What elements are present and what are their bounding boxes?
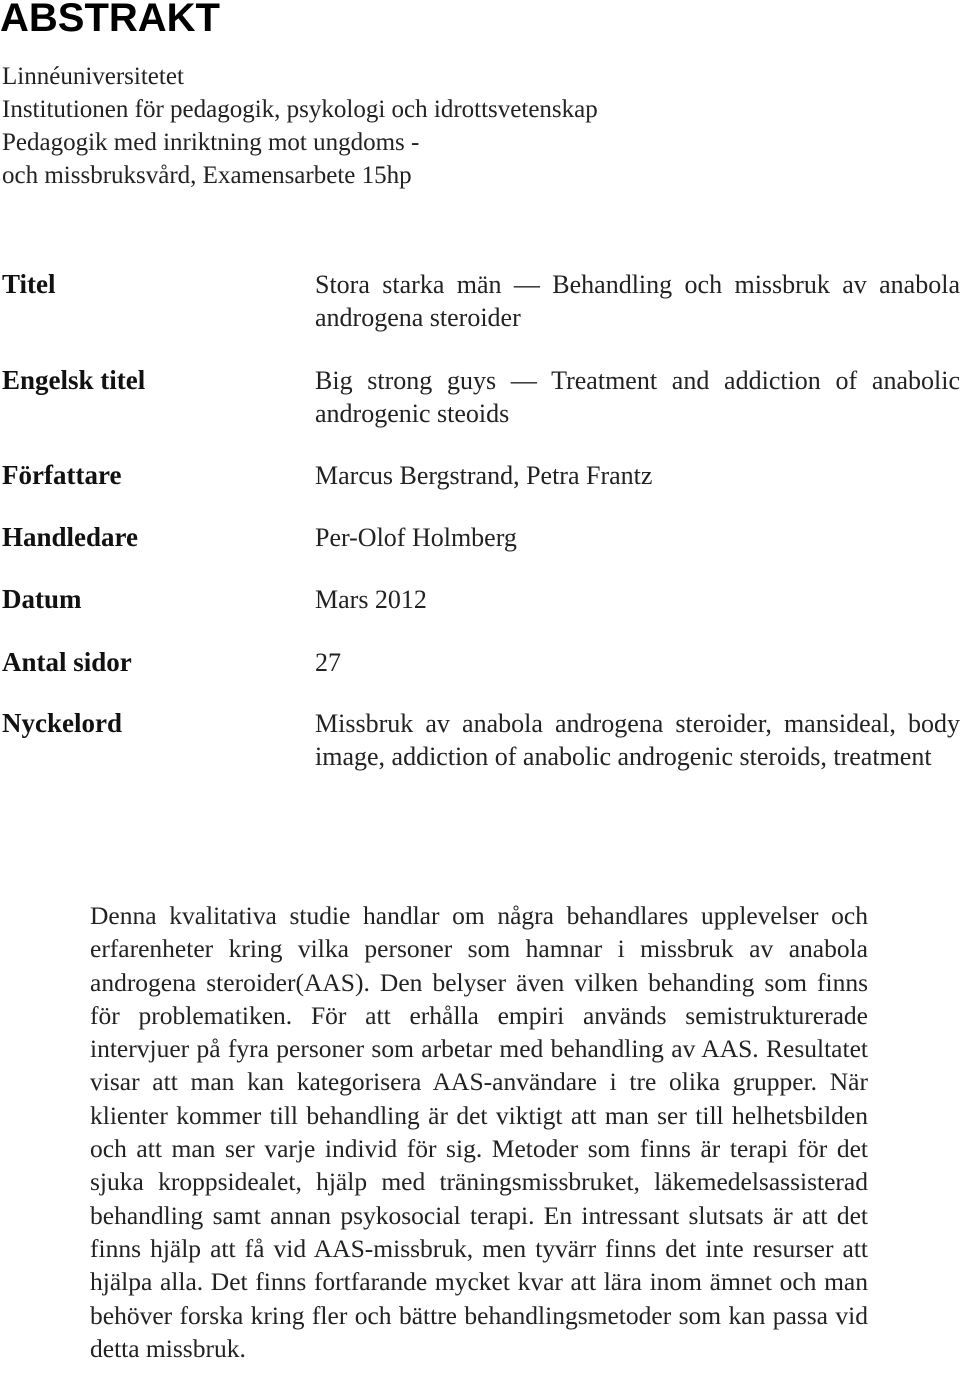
pages-value: 27 <box>315 648 341 677</box>
program-line-1: Pedagogik med inriktning mot ungdoms - <box>2 129 420 156</box>
institution-block <box>2 60 598 192</box>
title-value: Stora starka män — Behandling och missbruk av anabola androgena steroider <box>315 270 960 332</box>
date-value: Mars 2012 <box>315 585 427 614</box>
authors-label: Författare <box>2 460 122 490</box>
title-label: Titel <box>2 269 56 299</box>
program-line-2: och missbruksvård, Examensarbete 15hp <box>2 162 412 189</box>
date-label: Datum <box>2 584 82 614</box>
department-name: Institutionen för pedagogik, psykologi och idrottsvetenskap <box>2 96 598 123</box>
english-title-value: Big strong guys — Treatment and addiction of anabolic androgenic steoids <box>315 366 960 428</box>
authors-value: Marcus Bergstrand, Petra Frantz <box>315 461 653 490</box>
supervisor-value: Per-Olof Holmberg <box>315 523 517 552</box>
keywords-value: Missbruk av anabola androgena steroider, mansideal, body image, addiction of anabolic androgenic steroids, treatment <box>315 709 960 771</box>
abstract-text: Denna kvalitativa studie handlar om några behandlares upplevelser och erfarenheter kring vilka personer som hamnar i missbruk av anabola androgena steroider(AAS). Den belyser även vilken behanding som finns för problematiken. För att erhålla empiri används semistrukturerade intervjuer på fyra personer som arbetar med behandling av AAS. Resultatet visar att man kan kategorisera AAS-användare i tre olika grupper. När klienter kommer till behandling är det viktigt att man ser till helhetsbilden och att man ser varje individ för sig. Metoder som finns är terapi för det sjuka kroppsidealet, hjälp med träningsmissbruket, läkemedelsassisterad behandling samt annan psykosocial terapi. En intressant slutsats är att det finns hjälp att få vid AAS-missbruk, men tyvärr finns det inte resurser att hjälpa alla. Det finns fortfarande mycket kvar att lära inom ämnet och man behöver forska kring fler och bättre behandlingsmetoder som kan passa vid detta missbruk. <box>90 901 868 1363</box>
supervisor-label: Handledare <box>2 522 139 552</box>
university-name: Linnéuniversitetet <box>2 63 184 90</box>
page-heading: ABSTRAKT <box>0 0 220 40</box>
pages-label: Antal sidor <box>2 647 132 677</box>
keywords-label: Nyckelord <box>2 708 122 738</box>
english-title-label: Engelsk titel <box>2 365 146 395</box>
